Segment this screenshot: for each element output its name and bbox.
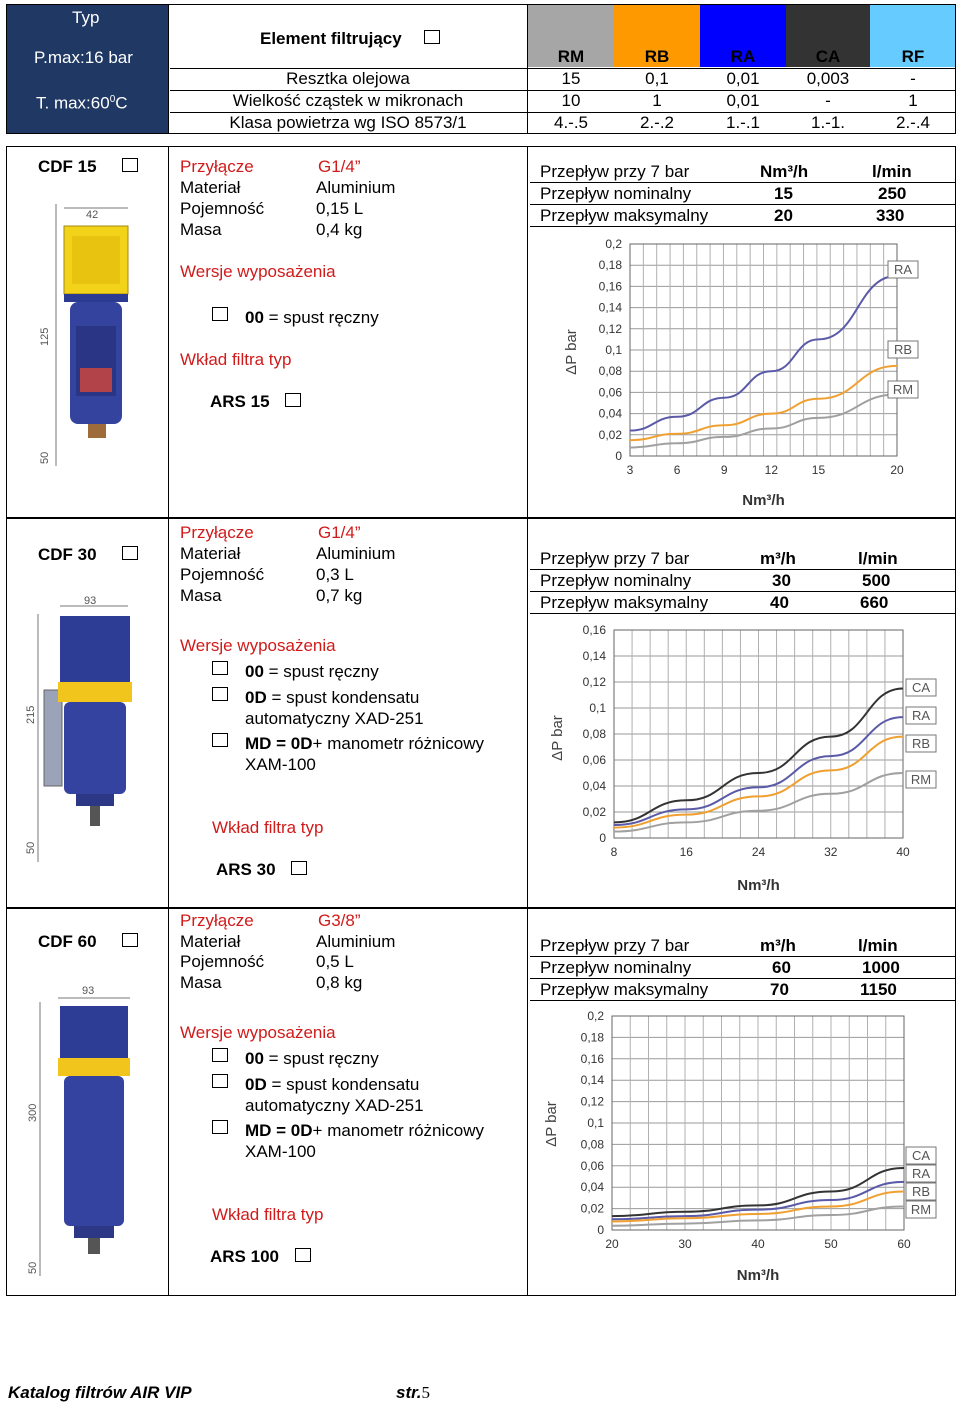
flow-max-label: Przepływ maksymalny [540,980,709,999]
x-axis-label: Nm³/h [737,877,780,894]
y-axis-label: ΔP bar [543,1101,560,1147]
legend-label: CA [911,1148,931,1163]
x-axis-label: Nm³/h [736,1267,780,1284]
spec-value: 0,7 kg [316,586,363,605]
flow-max-label: Przepływ maksymalny [540,593,709,612]
option-checkbox[interactable] [212,687,228,701]
dimension-label: 300 [27,1103,39,1122]
divider [530,613,956,614]
divider [530,182,956,183]
legend-label: RB [911,1184,931,1199]
header-row-value: 2.-.2 [639,113,675,132]
option-label: 00 = spust ręczny [245,662,379,681]
legend-label: RM [892,382,914,397]
spec-label: Masa [180,220,222,239]
x-tick-label: 6 [673,463,681,477]
divider [527,146,528,518]
y-tick-label: 0,14 [580,1073,604,1088]
y-tick-label: 0,1 [587,1116,604,1130]
y-tick-label: 0,1 [589,701,606,715]
y-tick-label: 0,12 [598,321,622,336]
x-tick-label: 24 [751,845,766,859]
flow-unit: m³/h [760,549,796,568]
dimension-label: 125 [39,327,51,346]
y-tick-label: 0 [615,449,622,463]
header-row-value: 10 [561,91,581,110]
pressure-drop-chart-cdf15 [530,232,954,516]
legend-label: RM [910,1202,932,1217]
flow-value: 250 [878,184,907,203]
class-header-label: RM [557,47,585,66]
cartridge-title: Wkład filtra typ [212,818,324,837]
option-label: MD = 0D+ manometr różnicowy [245,734,485,753]
spec-value: G3/8” [318,911,361,930]
divider [530,1000,956,1001]
header-row-value: - [825,91,831,110]
divider [168,4,169,134]
y-tick-label: 0 [597,1223,604,1237]
y-tick-label: 0,12 [580,1094,604,1109]
flow-unit: l/min [872,162,912,181]
option-label-line2: automatyczny XAD-251 [245,709,424,728]
class-header-label: RA [730,47,756,66]
versions-title: Wersje wyposażenia [180,1023,336,1042]
header-row-value: 0,01 [726,69,760,88]
pmax-label: P.max:16 bar [34,48,133,67]
model-checkbox[interactable] [122,933,138,947]
footer-title: Katalog filtrów AIR VIP [8,1383,192,1402]
flow-value: 40 [770,593,789,612]
flow-value: 330 [876,206,905,225]
option-label-line2: automatyczny XAD-251 [245,1096,424,1115]
class-header-label: RB [644,47,670,66]
header-row-label: Wielkość cząstek w mikronach [232,91,464,110]
class-header-label: RF [901,47,925,66]
option-label-line2: XAM-100 [245,755,316,774]
flow-value: 15 [774,184,793,203]
divider [530,226,956,227]
pressure-drop-chart-cdf30 [530,618,954,902]
dimension-label: 50 [25,841,37,854]
header-row-value: 0,003 [806,69,850,88]
y-tick-label: 0,02 [582,805,606,819]
spec-value: 0,5 L [316,952,354,971]
flow-value: 1000 [862,958,900,977]
header-row-value: - [910,69,916,88]
spec-label: Przyłącze [180,157,254,176]
flow-header: Przepływ przy 7 bar [540,936,690,955]
x-tick-label: 9 [720,463,728,477]
x-tick-label: 20 [890,463,904,477]
cartridge-title: Wkład filtra typ [180,350,292,369]
option-label-line2: XAM-100 [245,1142,316,1161]
cartridge-checkbox[interactable] [291,861,307,875]
option-checkbox[interactable] [212,733,228,747]
option-checkbox[interactable] [212,307,228,321]
flow-nominal-label: Przepływ nominalny [540,958,692,977]
spec-value: 0,15 L [316,199,364,218]
x-tick-label: 12 [764,463,779,477]
filter-illustration-cdf30 [20,594,150,874]
flow-value: 60 [772,958,791,977]
dimension-label: 50 [27,1261,39,1274]
filter-illustration-cdf15 [20,196,150,486]
footer-page: str.5 [396,1383,431,1402]
spec-label: Pojemność [180,952,265,971]
x-tick-label: 60 [897,1237,911,1251]
model-name: CDF 60 [38,932,97,951]
flow-header: Przepływ przy 7 bar [540,162,690,181]
cartridge-name: ARS 15 [210,392,270,411]
legend-label: CA [911,680,931,695]
dimension-label: 215 [25,705,37,724]
flow-nominal-label: Przepływ nominalny [540,184,692,203]
y-tick-label: 0,18 [598,258,622,273]
model-checkbox[interactable] [122,546,138,560]
flow-value: 660 [860,593,889,612]
spec-label: Materiał [180,544,241,563]
x-tick-label: 15 [811,463,826,477]
y-axis-label: ΔP bar [549,715,566,761]
flow-unit: Nm³/h [760,162,809,181]
option-checkbox[interactable] [212,661,228,675]
header-row-value: 2.-.4 [895,113,931,132]
spec-value: G1/4” [318,523,361,542]
class-header-label: CA [815,47,841,66]
option-checkbox[interactable] [212,1074,228,1088]
divider [530,204,956,205]
flow-nominal-label: Przepływ nominalny [540,571,692,590]
divider [527,518,528,908]
option-checkbox[interactable] [212,1048,228,1062]
header-row-value: 1.-.1 [725,113,761,132]
legend-label: RB [911,736,931,751]
header-row-value: 1 [908,91,918,110]
y-tick-label: 0,08 [580,1137,604,1152]
divider [530,978,956,979]
x-tick-label: 30 [678,1237,692,1251]
flow-unit: m³/h [760,936,796,955]
spec-value: Aluminium [316,544,396,563]
dimension-label: 50 [39,451,51,464]
y-tick-label: 0 [599,831,606,845]
divider [168,518,169,908]
spec-label: Materiał [180,178,241,197]
x-tick-label: 32 [824,845,838,859]
header-row-value: 0,1 [645,69,669,88]
y-tick-label: 0,02 [580,1201,604,1216]
cartridge-checkbox[interactable] [295,1248,311,1262]
pressure-drop-chart-cdf60 [530,1004,954,1288]
y-tick-label: 0,2 [587,1009,604,1023]
header-row-value: 15 [561,69,581,88]
spec-value: 0,3 L [316,565,354,584]
header-row-value: 1.-1. [810,113,846,132]
y-tick-label: 0,14 [582,649,606,663]
cartridge-name: ARS 30 [216,860,276,879]
cartridge-checkbox[interactable] [285,393,301,407]
y-tick-label: 0,02 [598,427,622,442]
x-tick-label: 8 [610,845,618,859]
option-label: 0D = spust kondensatu [245,1075,420,1094]
divider [530,956,956,957]
legend-label: RM [910,772,932,787]
y-tick-label: 0,16 [582,623,606,637]
dimension-label: 42 [86,209,99,221]
y-tick-label: 0,08 [582,727,606,741]
spec-value: 0,8 kg [316,973,363,992]
flow-header: Przepływ przy 7 bar [540,549,690,568]
y-tick-label: 0,16 [580,1051,604,1066]
divider [168,908,169,1296]
versions-title: Wersje wyposażenia [180,262,336,281]
y-tick-label: 0,04 [580,1180,604,1195]
y-tick-label: 0,06 [580,1158,604,1173]
x-tick-label: 3 [626,463,634,477]
header-row-value: 1 [652,91,662,110]
spec-label: Pojemność [180,199,265,218]
legend-label: RA [893,262,913,277]
divider [527,908,528,1296]
y-tick-label: 0,12 [582,675,606,689]
option-label: 0D = spust kondensatu [245,688,420,707]
flow-value: 1150 [860,980,897,999]
y-tick-label: 0,1 [605,343,622,357]
spec-label: Masa [180,973,222,992]
option-checkbox[interactable] [212,1120,228,1134]
header-row-value: 4.-.5 [553,113,589,132]
option-label: 00 = spust ręczny [245,308,379,327]
y-tick-label: 0,08 [598,364,622,379]
x-tick-label: 16 [679,845,693,859]
y-axis-label: ΔP bar [563,329,580,375]
legend-label: RB [893,342,913,357]
spec-value: Aluminium [316,932,396,951]
y-tick-label: 0,04 [598,406,622,421]
option-label: 00 = spust ręczny [245,1049,379,1068]
model-name: CDF 30 [38,545,97,564]
spec-value: G1/4” [318,157,361,176]
flow-unit: l/min [858,936,898,955]
filter-illustration-cdf60 [20,985,150,1281]
flow-value: 500 [862,571,891,590]
dimension-label: 93 [84,595,97,607]
spec-value: 0,4 kg [316,220,363,239]
spec-label: Przyłącze [180,523,254,542]
option-label: MD = 0D+ manometr różnicowy [245,1121,485,1140]
divider [168,146,169,518]
y-tick-label: 0,14 [598,300,622,315]
flow-value: 70 [770,980,789,999]
x-axis-label: Nm³/h [742,492,785,509]
flow-unit: l/min [858,549,898,568]
y-tick-label: 0,16 [598,279,622,294]
header-row-label: Klasa powietrza wg ISO 8573/1 [229,113,467,132]
spec-label: Materiał [180,932,241,951]
cartridge-name: ARS 100 [210,1247,279,1266]
y-tick-label: 0,18 [580,1030,604,1045]
header-frame [6,4,956,134]
y-tick-label: 0,06 [582,753,606,767]
model-checkbox[interactable] [122,158,138,172]
versions-title: Wersje wyposażenia [180,636,336,655]
spec-label: Masa [180,586,222,605]
x-tick-label: 50 [824,1237,838,1251]
y-tick-label: 0,04 [582,779,606,793]
flow-value: 20 [774,206,793,225]
tmax-label: T. $\max:60^0C$ [36,93,128,113]
header-row-label: Resztka olejowa [286,69,410,88]
legend-label: RA [911,708,931,723]
spec-label: Przyłącze [180,911,254,930]
header-row-value: 0,01 [726,91,760,110]
divider [530,569,956,570]
divider [527,4,528,134]
flow-value: 30 [772,571,791,590]
spec-label: Pojemność [180,565,265,584]
x-tick-label: 40 [751,1237,765,1251]
flow-max-label: Przepływ maksymalny [540,206,709,225]
x-tick-label: 20 [605,1237,619,1251]
model-name: CDF 15 [38,157,97,176]
element-title: Element filtrujący [260,29,402,48]
dimension-label: 93 [82,985,95,997]
y-tick-label: 0,06 [598,385,622,400]
divider [530,591,956,592]
spec-value: Aluminium [316,178,396,197]
y-tick-label: 0,2 [605,237,622,251]
cartridge-title: Wkład filtra typ [212,1205,324,1224]
x-tick-label: 40 [896,845,910,859]
typ-label: Typ [72,8,100,27]
legend-label: RA [911,1166,931,1181]
